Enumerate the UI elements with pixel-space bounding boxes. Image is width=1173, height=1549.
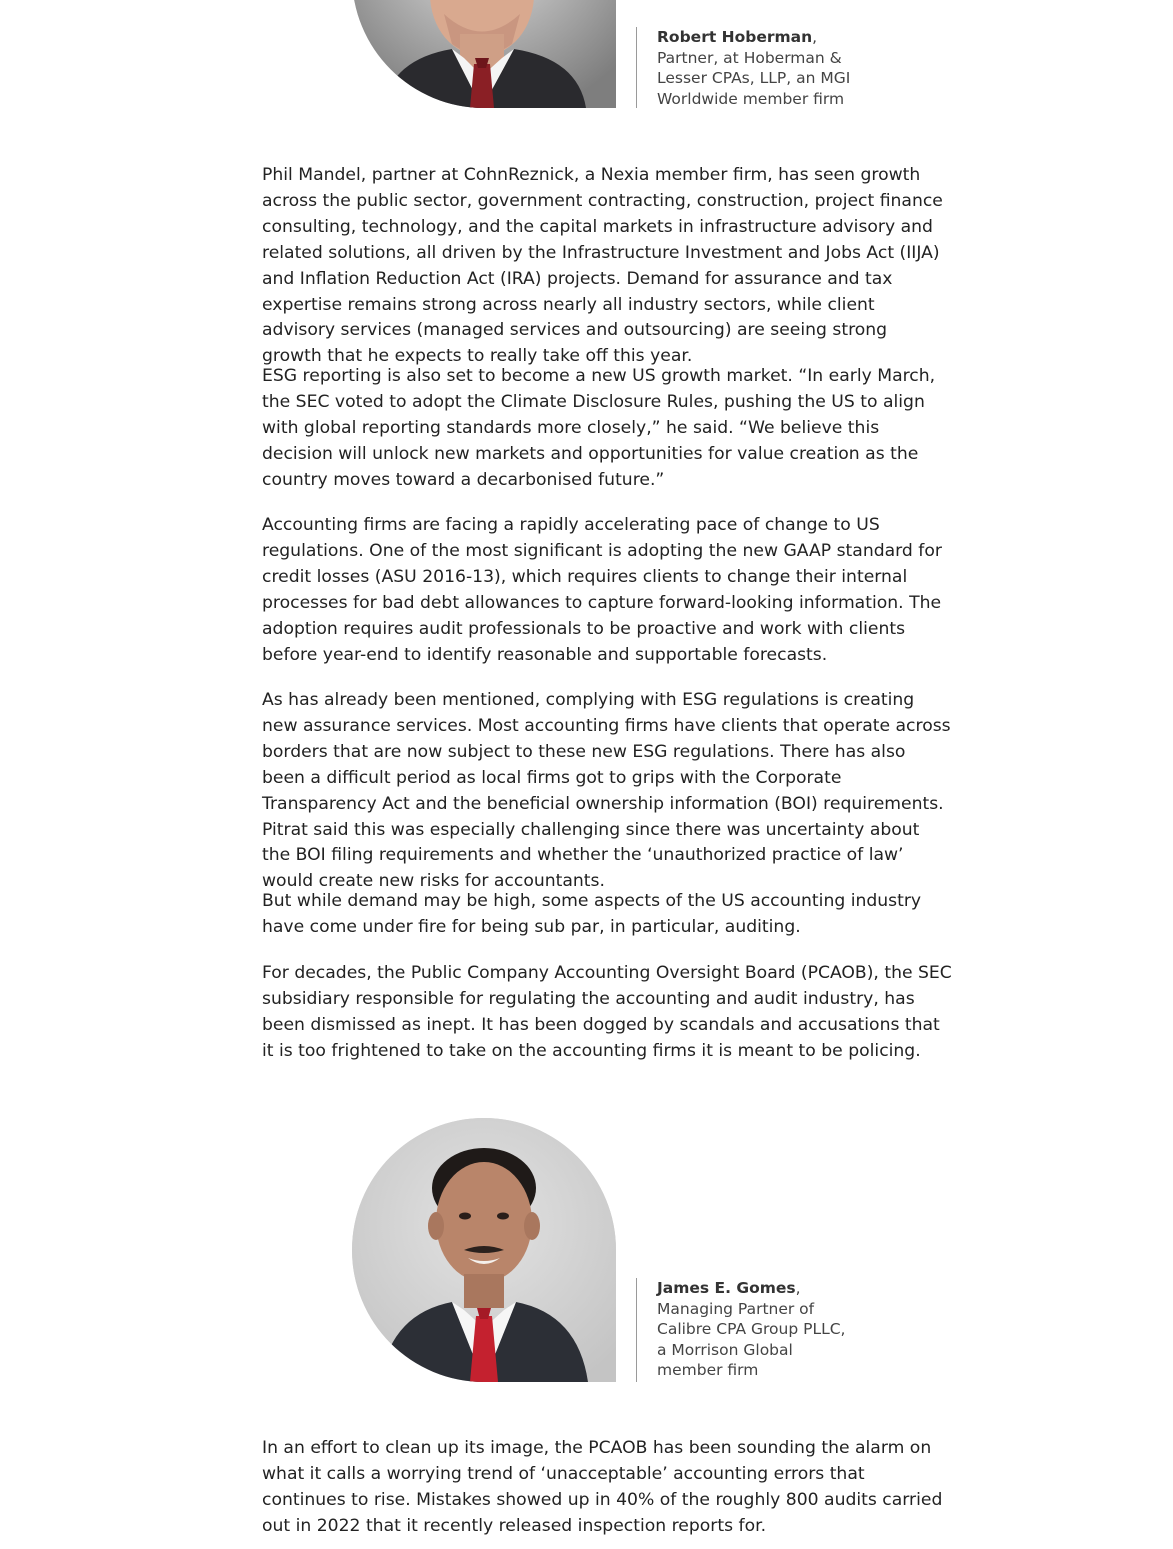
profile-gomes [352,1118,872,1382]
article-paragraph: As has already been mentioned, complying with ESG regulations is creating new assurance services. Most accounting firms have clients that operate across borders that are now subject to these new ESG regulations. There has also been a difficult period as local firms got to grips with the Corporate Transparency Act and the beneficial ownership information (BOI) requirements. Pitrat said this was especially challenging since there was uncertainty about the BOI filing requirements and whether the ‘unauthorized practice of law’ would create new risks for accountants. [262,690,951,892]
portrait-photo-gomes [352,1118,616,1382]
article-paragraph: Phil Mandel, partner at CohnReznick, a Nexia member firm, has seen growth across the public sector, government contracting, construction, project finance consulting, technology, and the capital markets in infrastructure advisory and related solutions, all driven by the Infrastructure Investment and Jobs Act (IIJA) and Inflation Reduction Act (IRA) projects. Demand for assurance and tax expertise remains strong across nearly all industry sectors, while client advisory services (managed services and outsourcing) are seeing strong growth that he expects to really take off this year. [262,165,943,367]
article-paragraph: ESG reporting is also set to become a new US growth market. “In early March, the SEC voted to adopt the Climate Disclosure Rules, pushing the US to align with global reporting standards more closely,” he said. “We believe this decision will unlock new markets and opportunities for value creation as the country moves toward a decarbonised future.” [262,366,936,490]
article-paragraph: But while demand may be high, some aspects of the US accounting industry have come under fire for being sub par, in particular, auditing. [262,891,922,937]
name-suffix: , [795,1279,801,1297]
person-name: James E. Gomes [657,1279,796,1297]
portrait-photo-hoberman [352,0,616,108]
article-paragraph: Accounting firms are facing a rapidly accelerating pace of change to US regulations. One of the most significant is adopting the new GAAP standard for credit losses (ASU 2016-13), which requires clients to change their internal processes for bad debt allowances to capture forward-looking information. The adoption requires audit professionals to be proactive and work with clients before year-end to identify reasonable and supportable forecasts. [262,515,942,665]
person-title-line: Managing Partner of [657,1299,815,1318]
person-title-line: Lesser CPAs, LLP, an MGI [657,69,851,87]
person-name: Robert Hoberman [657,28,813,46]
caption-hoberman [636,27,872,108]
name-suffix: , [812,28,818,46]
portrait-image-hoberman [352,0,616,108]
person-title-line: Calibre CPA Group PLLC, [657,1320,846,1338]
person-title-line: Worldwide member firm [657,89,845,108]
caption-gomes [636,1278,872,1382]
article-paragraph: In an effort to clean up its image, the PCAOB has been sounding the alarm on what it calls a worrying trend of ‘unacceptable’ accounting errors that continues to rise. Mistakes showed up in 40% of the roughly 800 audits carried out in 2022 that it recently released inspection reports for. [262,1438,943,1536]
article-paragraph: For decades, the Public Company Accounting Oversight Board (PCAOB), the SEC subsidiary responsible for regulating the accounting and audit industry, has been dismissed as inept. It has been dogged by scandals and accusations that it is too frightened to take on the accounting firms it is meant to be policing. [262,963,952,1061]
person-title-line: member firm [657,1361,759,1379]
portrait-image-gomes [352,1118,616,1382]
person-title-line: a Morrison Global [657,1340,793,1359]
person-title-line: Partner, at Hoberman & [657,48,842,67]
profile-hoberman [352,0,872,108]
